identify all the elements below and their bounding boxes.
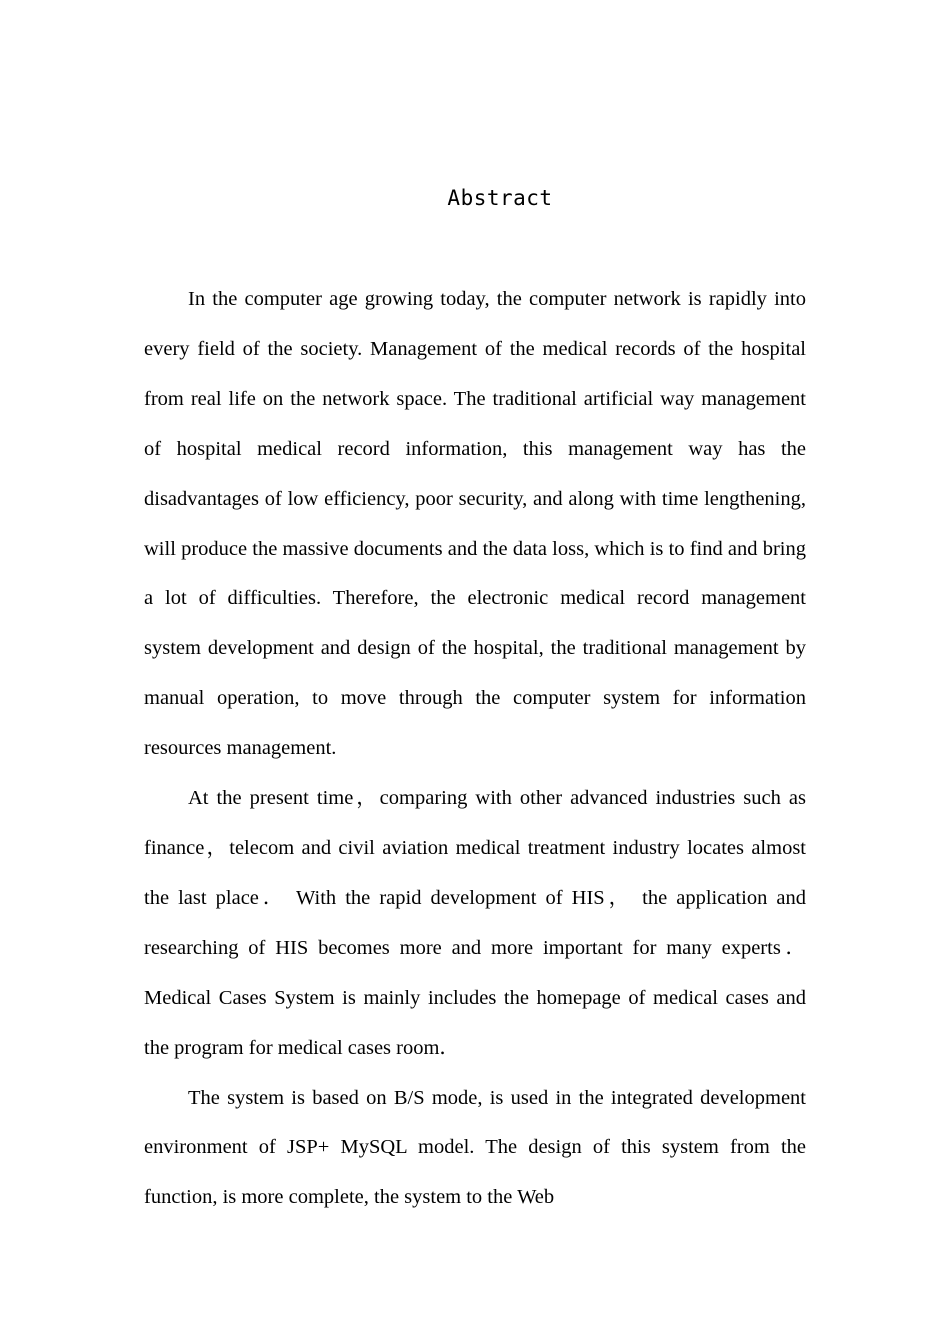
abstract-paragraph-3: The system is based on B/S mode, is used in the integrated development environment of JSP+ MySQL model. The design of this system from the function, is more complete, the system to the Web [144, 1086, 806, 1209]
abstract-title: Abstract [447, 186, 553, 210]
abstract-paragraph-2: At the present time，comparing with other advanced industries such as finance，telecom and civil aviation medical treatment industry locates almost the last place． With the rapid development of HIS， the application and researching of HIS becomes more and more important for many experts． Medical Cases System is mainly includes the homepage of medical cases and the program for medical cases room． [144, 787, 806, 1059]
abstract-body [144, 275, 806, 1223]
abstract-paragraph-1: In the computer age growing today, the computer network is rapidly into every field of the society. Management of the medical records of the hospital from real life on the network space. The traditional artificial way management of hospital medical record information, this management way has the disadvantages of low efficiency, poor security, and along with time lengthening, will produce the massive documents and the data loss, which is to find and bring a lot of difficulties. Therefore, the electronic medical record management system development and design of the hospital, the traditional management by manual operation, to move through the computer system for information resources management. [144, 288, 806, 760]
